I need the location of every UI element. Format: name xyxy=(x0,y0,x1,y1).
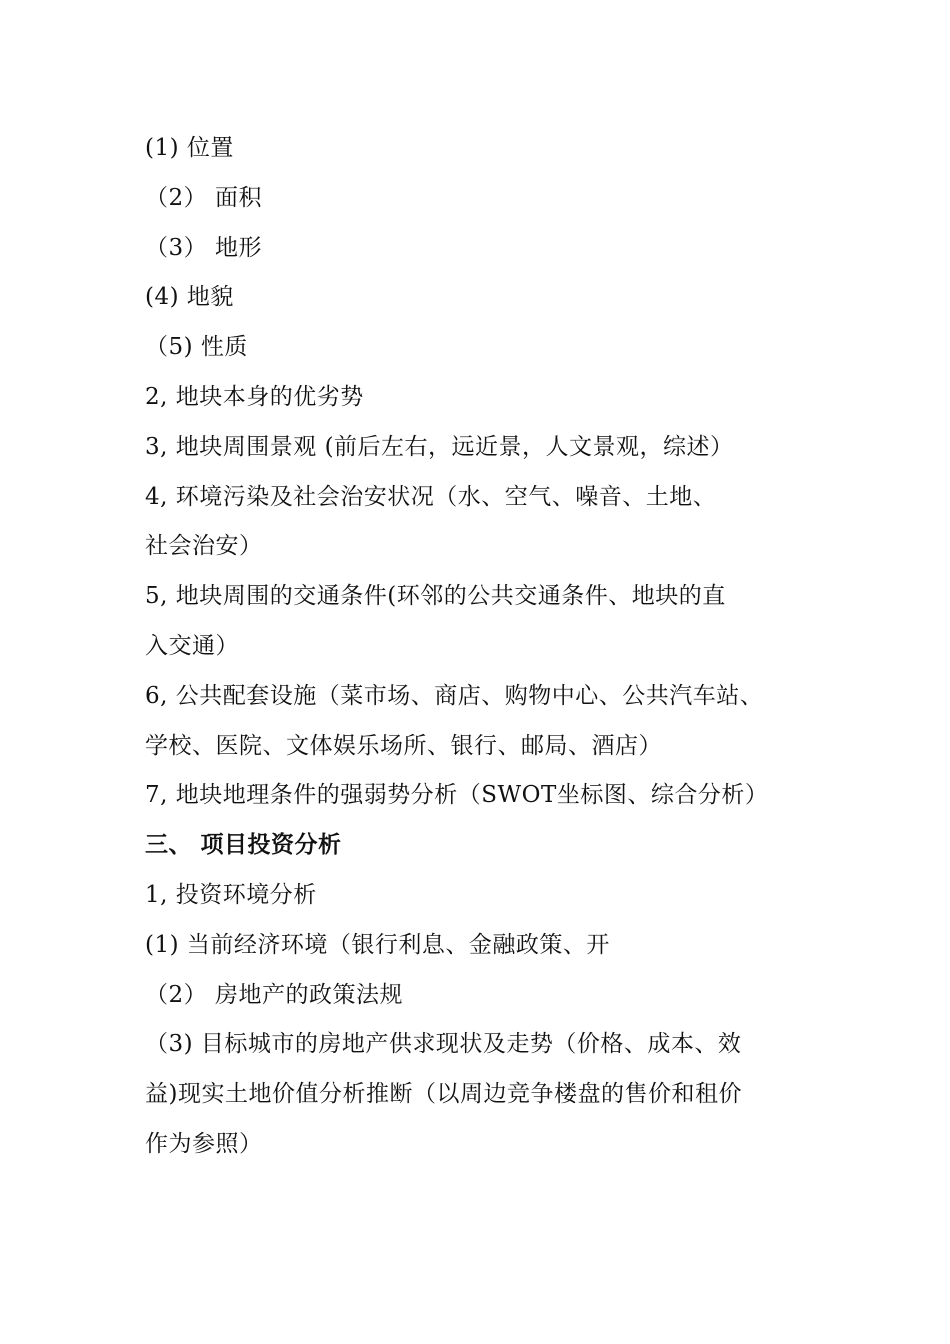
document-body xyxy=(145,124,825,1170)
text-line: （2） 面积 xyxy=(145,184,262,211)
text-line: 2, 地块本身的优劣势 xyxy=(145,383,364,410)
section-heading: 三、 项目投资分析 xyxy=(145,832,342,859)
text-line: 学校、医院、文体娱乐场所、银行、邮局、酒店） xyxy=(145,732,662,759)
text-line: （3） 地形 xyxy=(145,234,262,261)
text-line: （5) 性质 xyxy=(145,334,248,361)
text-line: 6, 公共配套设施（菜市场、商店、购物中心、公共汽车站、 xyxy=(145,682,764,709)
text-line: 入交通） xyxy=(145,632,239,659)
text-line: (1) 位置 xyxy=(145,135,234,161)
text-line: 1, 投资环境分析 xyxy=(145,881,317,908)
text-line: 7, 地块地理条件的强弱势分析（SWOT坐标图、综合分析） xyxy=(145,782,769,809)
text-line: 社会治安） xyxy=(145,533,263,560)
text-line: (4) 地貌 xyxy=(145,284,234,311)
text-line: （2） 房地产的政策法规 xyxy=(145,981,403,1008)
text-line: （3) 目标城市的房地产供求现状及走势（价格、成本、效 xyxy=(145,1031,742,1058)
text-line: 4, 环境污染及社会治安状况（水、空气、噪音、土地、 xyxy=(145,483,717,510)
text-line: 5, 地块周围的交通条件(环邻的公共交通条件、地块的直 xyxy=(145,583,726,610)
text-line: 益)现实土地价值分析推断（以周边竞争楼盘的售价和租价 xyxy=(145,1081,742,1108)
text-line: 3, 地块周围景观 (前后左右，远近景，人文景观，综述） xyxy=(145,433,734,460)
text-line: 作为参照） xyxy=(145,1130,263,1157)
text-line: (1) 当前经济环境（银行利息、金融政策、开 xyxy=(145,931,610,958)
